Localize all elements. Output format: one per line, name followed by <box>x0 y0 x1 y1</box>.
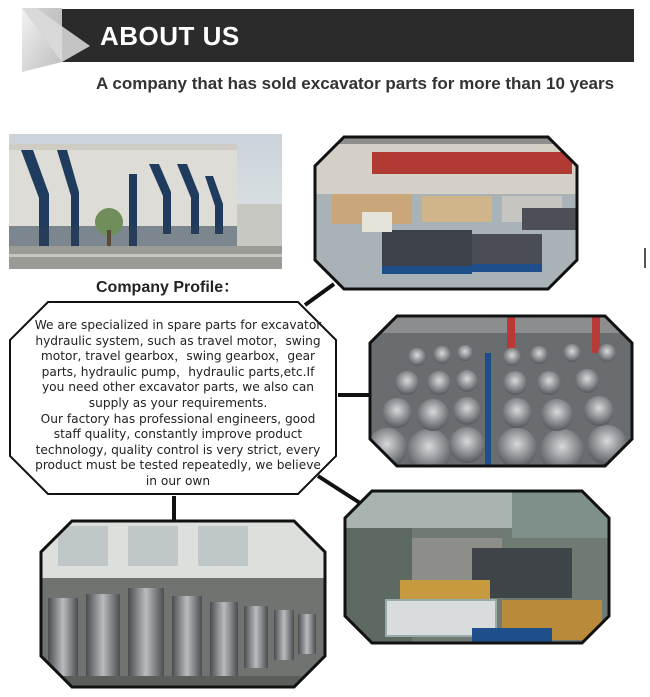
edge-mark <box>644 248 646 268</box>
gearbox-stock-photo <box>38 518 328 690</box>
profile-paragraph-1: We are specialized in spare parts for excavator hydraulic system, such as travel motor，swing motor, travel gearbox，swing gearbox，gear parts, hydraulic pump，hydraulic parts,etc.If you need other excavator parts, we also can supply as your requirements. <box>34 318 322 410</box>
warehouse-photo <box>312 134 580 292</box>
company-profile-heading: Company Profile： <box>96 279 240 296</box>
tagline: A company that has sold excavator parts for more than 10 years <box>96 74 615 93</box>
factory-building-photo <box>9 134 282 269</box>
page-title: ABOUT US <box>100 21 240 51</box>
travel-motors-photo <box>367 313 635 469</box>
profile-paragraph-2: Our factory has professional engineers, good staff quality, constantly improve product technology, quality control is very strict, every product must be tested repeatedly, we believe in our own <box>35 411 321 488</box>
packed-parts-photo <box>342 488 612 646</box>
company-profile-box <box>8 300 338 496</box>
company-profile-text <box>30 318 326 490</box>
about-us-banner <box>0 0 650 80</box>
